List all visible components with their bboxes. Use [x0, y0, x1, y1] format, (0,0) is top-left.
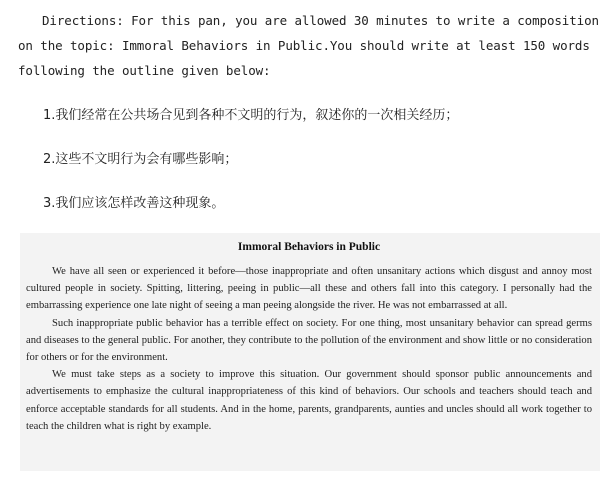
essay-paragraph-2: Such inappropriate public behavior has a terrible effect on society. For one thing, most unsanitary behavior can spread germs and diseases to the general public. For another, they contribute to the pollution of the environment and show little or no consideration for others or for the environment.: [26, 317, 592, 364]
essay-title: Immoral Behaviors in Public: [237, 241, 381, 253]
outline-item-2: 2.这些不文明行为会有哪些影响；: [43, 152, 238, 167]
essay-paragraph-3: We must take steps as a society to improve this situation. Our government should sponsor public announcements and advertisements to emphasize the cultural inappropriateness of this kind of behaviors. Our schools and teachers should teach and enforce acceptable standards for all students. And in the home, parents, grandparents, aunties and uncles should all work together to teach the children what is right by example.: [26, 369, 592, 432]
essay-paragraph-1: We have all seen or experienced it before—those inappropriate and often unsanitary actions which disgust and annoy most cultured people in society. Spitting, littering, peeing in public—all these and others fall into this category. I personally had the embarrassing experience one late night of seeing a man peeing alongside the river. He was not embarrassed at all.: [26, 266, 592, 312]
outline-item-1: 1.我们经常在公共场合见到各种不文明的行为，叙述你的一次相关经历；: [43, 108, 459, 123]
outline-item-3: 3.我们应该怎样改善这种现象。: [43, 196, 225, 211]
directions-text: Directions: For this pan, you are allowed 30 minutes to write a composition on the topic: Immoral Behaviors in Public.You should write at least 150 words following the outline given below:: [18, 13, 599, 78]
sample-essay-panel: [20, 233, 600, 471]
